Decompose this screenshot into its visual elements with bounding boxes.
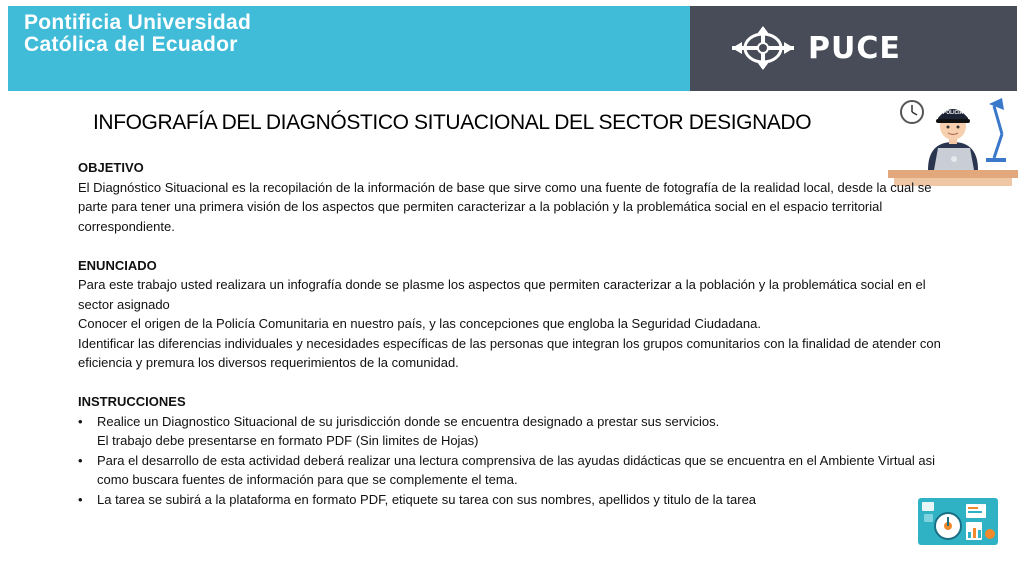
university-banner bbox=[8, 6, 690, 91]
instruction-item-text: • Para el desarrollo de esta actividad deberá realizar una lectura comprensiva de las ayudas didácticas que se encuentra en el Ambiente Virtual asi como buscara fuentes de información para que se complemente el tema. bbox=[97, 452, 936, 487]
puce-logo-panel bbox=[690, 6, 1017, 91]
instrucciones-section bbox=[78, 392, 948, 509]
objetivo-text: El Diagnóstico Situacional es la recopilación de la información de base que sirve como una fuente de fotografía de la realidad local, desde la cual se parte para tener una primera visión de los aspectos que permiten caracterizar a la población y la problemática social en el espacio territorial correspondiente. bbox=[78, 179, 932, 234]
puce-logo-text: PUCE bbox=[808, 30, 901, 66]
instruction-item-subtext: El trabajo debe presentarse en formato PDF (Sin limites de Hojas) bbox=[97, 433, 479, 448]
document-body bbox=[78, 158, 948, 509]
wall-clock-icon bbox=[901, 101, 923, 123]
objetivo-heading: OBJETIVO bbox=[78, 160, 144, 175]
compass-emblem-icon bbox=[730, 26, 796, 70]
enunciado-paragraph-3: Identificar las diferencias individuales y necesidades específicas de las personas que integran los grupos comunitarios con la finalidad de atender con eficiencia y premura los diversos requerimientos de la comunidad. bbox=[78, 335, 941, 370]
university-name-line1: Pontificia Universidad bbox=[24, 11, 252, 34]
instrucciones-list bbox=[78, 412, 948, 510]
instruction-item-text: • Realice un Diagnostico Situacional de su jurisdicción donde se encuentra designado a prestar sus servicios. bbox=[97, 413, 720, 429]
enunciado-paragraph-2: Conocer el origen de la Policía Comunitaria en nuestro país, y las concepciones que engloba la Seguridad Ciudadana. bbox=[78, 316, 761, 331]
puce-logo bbox=[730, 26, 901, 70]
instruction-item bbox=[97, 451, 948, 490]
svg-text:POLICIA: POLICIA bbox=[942, 110, 964, 116]
university-name-line2: Católica del Ecuador bbox=[24, 33, 238, 56]
instruction-item-text: • La tarea se subirá a la plataforma en formato PDF, etiquete su tarea con sus nombres, apellidos y titulo de la tarea bbox=[97, 491, 757, 507]
instruction-item bbox=[97, 490, 948, 510]
header-banner bbox=[8, 6, 1017, 91]
instrucciones-heading: INSTRUCCIONES bbox=[78, 394, 186, 409]
page-title: INFOGRAFÍA DEL DIAGNÓSTICO SITUACIONAL DEL SECTOR DESIGNADO bbox=[93, 111, 812, 134]
enunciado-paragraph-1: Para este trabajo usted realizara un infografía donde se plasme los aspectos que permiten caracterizar a la población y la problemática social en el sector asignado bbox=[78, 277, 926, 312]
instruction-item bbox=[97, 412, 948, 451]
university-name bbox=[24, 12, 251, 56]
enunciado-heading: ENUNCIADO bbox=[78, 257, 157, 273]
enunciado-section bbox=[78, 256, 948, 373]
objetivo-section bbox=[78, 158, 948, 236]
desk-lamp-icon bbox=[986, 98, 1006, 162]
clock-analytics-icon bbox=[918, 498, 998, 545]
